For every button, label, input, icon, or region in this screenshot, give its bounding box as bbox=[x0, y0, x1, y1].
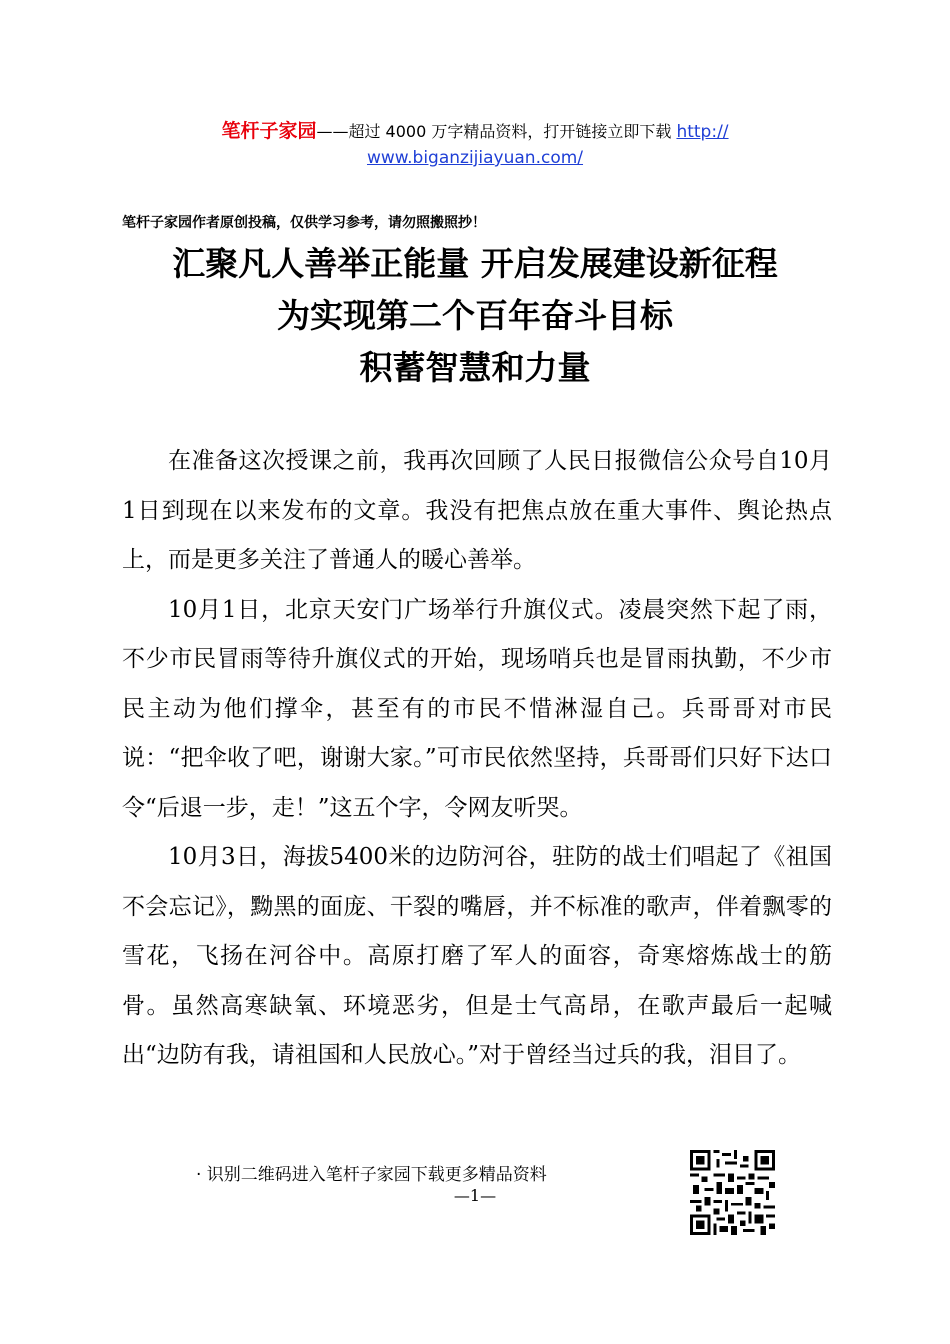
page-number: —1— bbox=[453, 1186, 497, 1205]
header-line-2 bbox=[0, 145, 950, 171]
document-title bbox=[0, 238, 950, 394]
brand-name: 笔杆子家园 bbox=[221, 120, 317, 142]
copyright-notice: 笔杆子家园作者原创投稿，仅供学习参考，请勿照搬照抄！ bbox=[122, 215, 486, 231]
site-link-part1[interactable]: http:// bbox=[676, 122, 729, 142]
body-paragraph: 在准备这次授课之前，我再次回顾了人民日报微信公众号自10月1日到现在以来发布的文章。我没有把焦点放在重大事件、舆论热点上，而是更多关注了普通人的暖心善举。 bbox=[122, 448, 832, 573]
header-tagline: ——超过 4000 万字精品资料，打开链接立即下载 bbox=[316, 122, 677, 141]
title-line-3: 积蓄智慧和力量 bbox=[359, 348, 591, 387]
site-link-part2[interactable]: www.biganzijiayuan.com/ bbox=[366, 148, 584, 168]
document-body bbox=[122, 437, 832, 1081]
qr-caption: · 识别二维码进入笔杆子家园下载更多精品资料 bbox=[196, 1165, 547, 1185]
qr-code-icon[interactable] bbox=[690, 1150, 775, 1235]
header-line-1 bbox=[0, 118, 950, 145]
body-paragraph: 10月3日，海拔5400米的边防河谷，驻防的战士们唱起了《祖国不会忘记》，黝黑的面庞、干裂的嘴唇，并不标准的歌声，伴着飘零的雪花，飞扬在河谷中。高原打磨了军人的面容，奇寒熔炼战士的筋骨。虽然高寒缺氧、环境恶劣，但是士气高昂，在歌声最后一起喊出“边防有我，请祖国和人民放心。”对于曾经当过兵的我，泪目了。 bbox=[122, 844, 832, 1068]
title-line-1: 汇聚凡人善举正能量 开启发展建设新征程 bbox=[172, 244, 778, 283]
body-paragraph: 10月1日，北京天安门广场举行升旗仪式。凌晨突然下起了雨，不少市民冒雨等待升旗仪式的开始，现场哨兵也是冒雨执勤，不少市民主动为他们撑伞，甚至有的市民不惜淋湿自己。兵哥哥对市民说：“把伞收了吧，谢谢大家。”可市民依然坚持，兵哥哥们只好下达口令“后退一步，走！”这五个字，令网友听哭。 bbox=[122, 596, 832, 821]
page-header bbox=[0, 118, 950, 171]
title-line-2: 为实现第二个百年奋斗目标 bbox=[277, 296, 673, 335]
